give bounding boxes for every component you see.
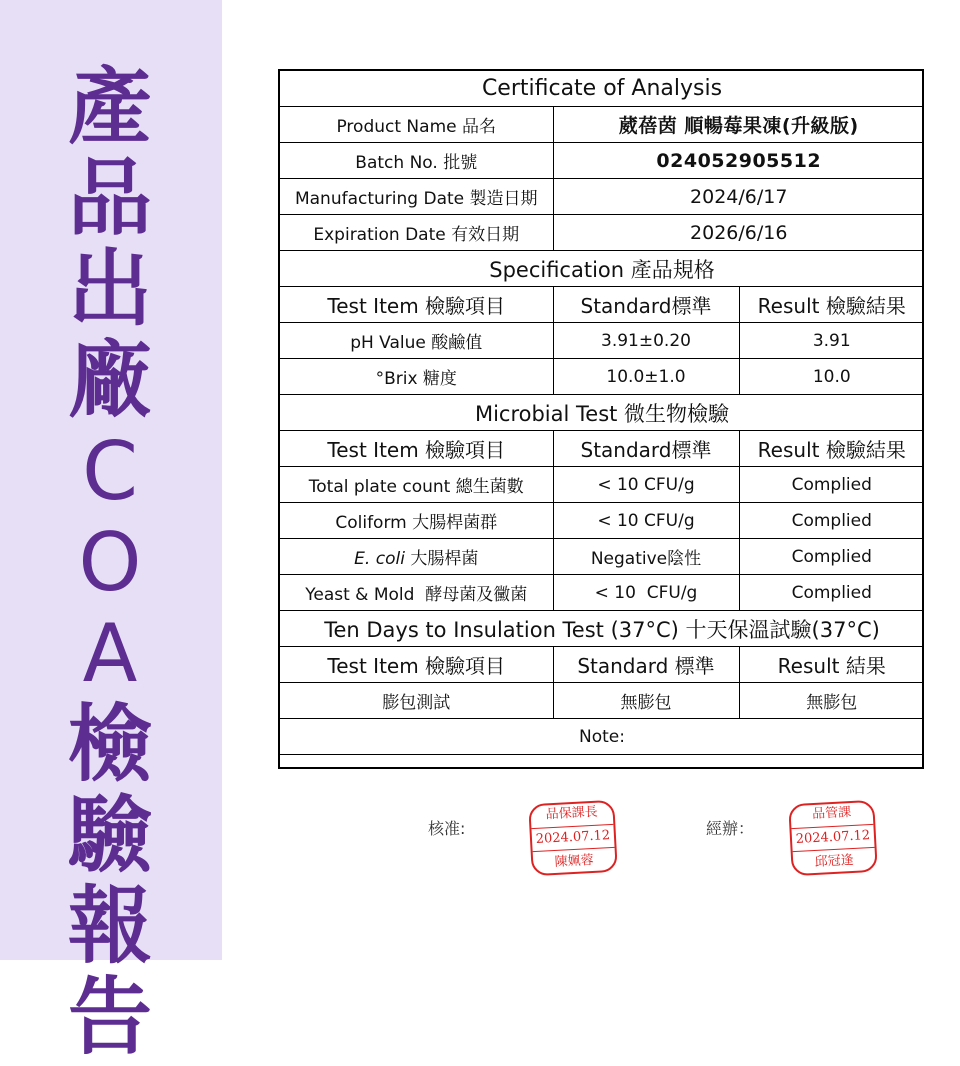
column-header: Standard標準 (553, 287, 739, 323)
approve-label: 核准: (428, 819, 466, 838)
handler-stamp (788, 800, 878, 876)
standard: 3.91±0.20 (553, 323, 739, 359)
spec-section-title: Specification 產品規格 (280, 251, 924, 287)
mfg-date-label: Manufacturing Date 製造日期 (280, 179, 553, 215)
result: Complied (739, 503, 924, 539)
approval-stamp (528, 800, 618, 876)
side-title-char: 報 (67, 877, 152, 975)
test-item: 膨包測試 (280, 683, 553, 719)
result: Complied (739, 539, 924, 575)
result: 3.91 (739, 323, 924, 359)
side-title-char: A (82, 607, 138, 700)
coa-table (280, 71, 924, 755)
result: 無膨包 (739, 683, 924, 719)
side-title (60, 58, 160, 1066)
stamp-title: 品管課 (811, 805, 852, 823)
insulation-section-title: Ten Days to Insulation Test (37°C) 十天保溫試驗(37°C) (280, 611, 924, 647)
test-item-italic: E. coli (354, 549, 405, 569)
standard: < 10 CFU/g (553, 467, 739, 503)
micro-header-row (280, 431, 924, 467)
side-title-char: 產 (67, 58, 152, 156)
stamp-date: 2024.07.12 (791, 824, 874, 852)
column-header: Result 檢驗結果 (739, 287, 924, 323)
side-title-char: 檢 (67, 695, 152, 793)
result: Complied (739, 467, 924, 503)
mfg-date-row (280, 179, 924, 215)
test-item: Yeast & Mold 酵母菌及黴菌 (280, 575, 553, 611)
test-item (280, 539, 553, 575)
standard: Negative陰性 (553, 539, 739, 575)
test-item: pH Value 酸鹼值 (280, 323, 553, 359)
stamp-date: 2024.07.12 (531, 824, 614, 852)
column-header: Standard標準 (553, 431, 739, 467)
stamp-title: 品保課長 (545, 804, 599, 823)
column-header: Standard 標準 (553, 647, 739, 683)
exp-date-row (280, 215, 924, 251)
micro-section-row (280, 395, 924, 431)
table-row (280, 539, 924, 575)
test-item: °Brix 糖度 (280, 359, 553, 395)
side-title-char: 廠 (67, 331, 152, 429)
batch-label: Batch No. 批號 (280, 143, 553, 179)
side-title-char: 出 (67, 240, 152, 338)
table-row (280, 359, 924, 395)
column-header: Test Item 檢驗項目 (280, 431, 553, 467)
table-row (280, 503, 924, 539)
table-row (280, 683, 924, 719)
result: 10.0 (739, 359, 924, 395)
column-header: Test Item 檢驗項目 (280, 647, 553, 683)
insulation-header-row (280, 647, 924, 683)
stamp-name: 陳姵蓉 (554, 852, 595, 870)
column-header: Result 結果 (739, 647, 924, 683)
coa-certificate (278, 69, 924, 769)
exp-date-label: Expiration Date 有效日期 (280, 215, 553, 251)
standard: 無膨包 (553, 683, 739, 719)
product-name-label: Product Name 品名 (280, 107, 553, 143)
table-row (280, 575, 924, 611)
standard: < 10 CFU/g (553, 575, 739, 611)
stamp-name: 邱冠逢 (814, 852, 855, 870)
batch-row (280, 143, 924, 179)
standard: < 10 CFU/g (553, 503, 739, 539)
spec-header-row (280, 287, 924, 323)
standard: 10.0±1.0 (553, 359, 739, 395)
product-name-row (280, 107, 924, 143)
insulation-section-row (280, 611, 924, 647)
micro-section-title: Microbial Test 微生物檢驗 (280, 395, 924, 431)
test-item: Coliform 大腸桿菌群 (280, 503, 553, 539)
spec-section-row (280, 251, 924, 287)
side-title-char: O (78, 516, 142, 609)
side-title-char: 告 (67, 968, 152, 1066)
side-title-char: C (82, 425, 138, 518)
mfg-date-value: 2024/6/17 (553, 179, 924, 215)
note-label: Note: (280, 719, 924, 755)
title-row (280, 71, 924, 107)
side-title-char: 品 (67, 149, 152, 247)
batch-value: 024052905512 (553, 143, 924, 179)
product-name-value: 葳蓓茵 順暢莓果凍(升級版) (553, 107, 924, 143)
column-header: Test Item 檢驗項目 (280, 287, 553, 323)
test-item: Total plate count 總生菌數 (280, 467, 553, 503)
table-row (280, 323, 924, 359)
column-header: Result 檢驗結果 (739, 431, 924, 467)
note-row (280, 719, 924, 755)
table-row (280, 467, 924, 503)
side-title-char: 驗 (67, 786, 152, 884)
exp-date-value: 2026/6/16 (553, 215, 924, 251)
handler-label: 經辦： (706, 819, 755, 838)
certificate-title: Certificate of Analysis (280, 71, 924, 107)
test-item-rest: 大腸桿菌 (404, 549, 479, 569)
result: Complied (739, 575, 924, 611)
